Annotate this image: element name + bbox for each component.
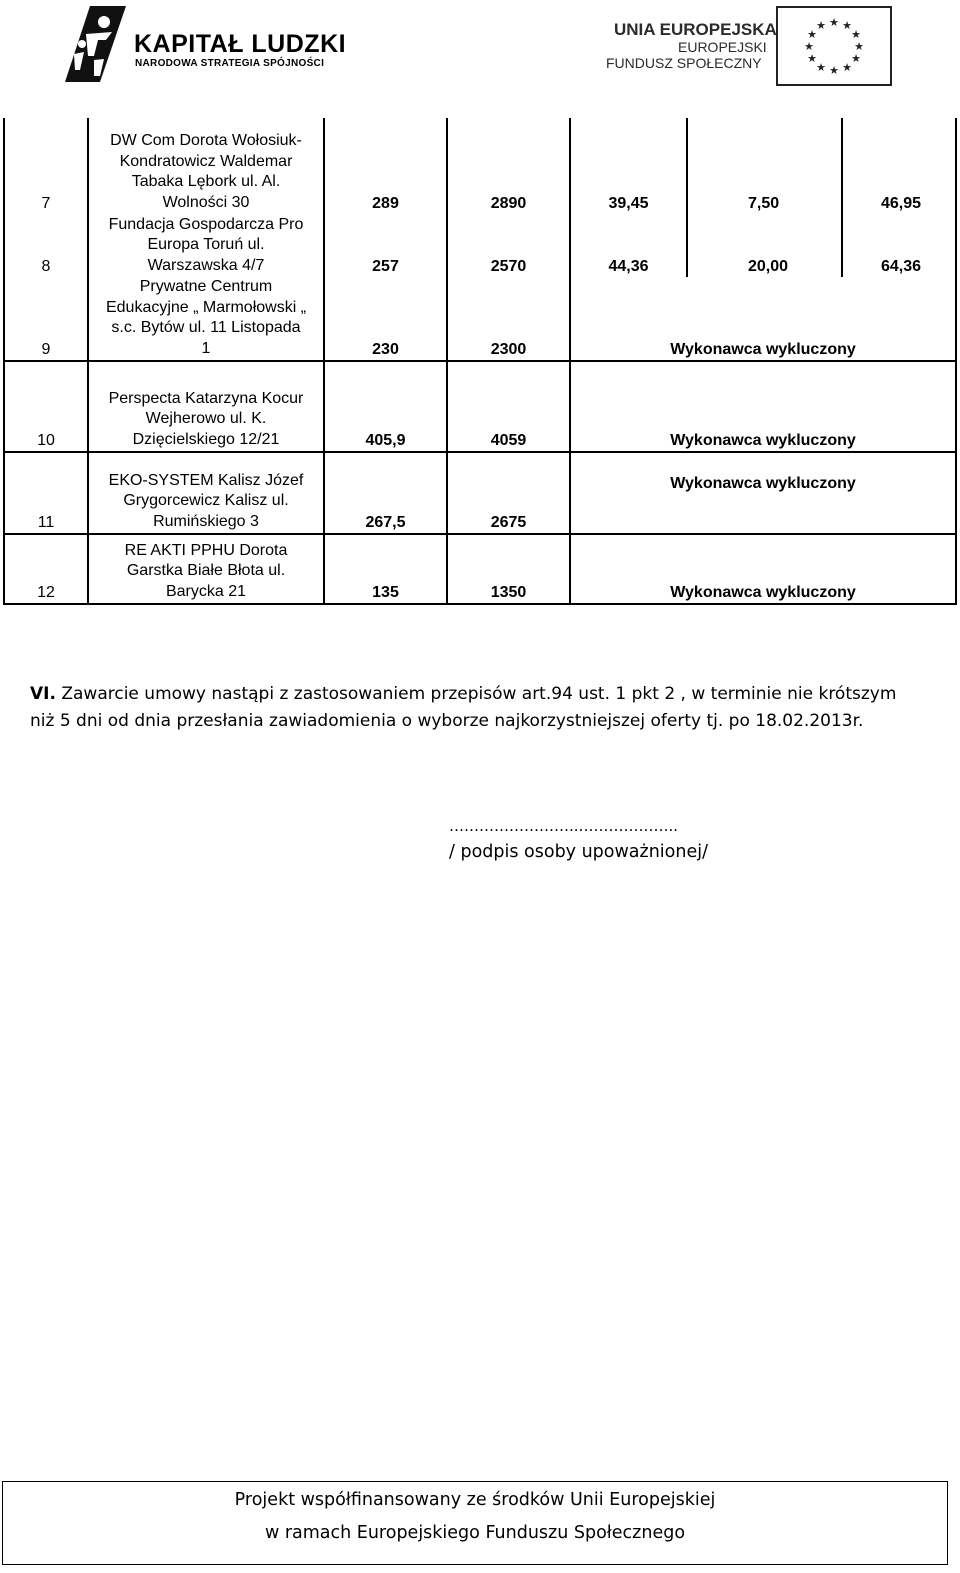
svg-text:★: ★ — [816, 19, 826, 32]
svg-text:★: ★ — [804, 40, 814, 53]
footer-box — [2, 1481, 948, 1565]
svg-text:★: ★ — [807, 52, 817, 65]
footer-line1: Projekt współfinansowany ze środków Unii Europejskiej — [234, 1490, 716, 1510]
row-number: 7 — [4, 118, 88, 214]
contractor-name — [88, 452, 324, 534]
value-cell: 405,9 — [324, 361, 447, 452]
svg-text:★: ★ — [854, 40, 864, 53]
status-excluded: Wykonawca wykluczony — [570, 452, 956, 534]
contractor-name — [88, 534, 324, 604]
value-cell: 267,5 — [324, 452, 447, 534]
value-cell: 39,45 — [570, 118, 687, 214]
name-line: s.c. Bytów ul. 11 Listopada — [111, 319, 301, 336]
value-cell: 4059 — [447, 361, 570, 452]
eu-fund-line2: FUNDUSZ SPOŁECZNY — [606, 55, 762, 71]
row-number: 12 — [4, 534, 88, 604]
name-line: Garstka Białe Błota ul. — [126, 562, 286, 579]
signature-caption: / podpis osoby upoważnionej/ — [449, 842, 708, 862]
section-text: Zawarcie umowy nastąpi z zastosowaniem przepisów art.94 ust. 1 pkt 2 , w terminie nie krótszym niż 5 dni od dnia przesłania zawiadomienia o wyborze najkorzystniejszej oferty tj. po 18.02.2013r. — [30, 684, 897, 731]
name-line: Tabaka Lębork ul. Al. — [131, 173, 281, 190]
name-line: Rumińskiego 3 — [153, 512, 259, 530]
name-line: RE AKTI PPHU Dorota — [124, 541, 288, 559]
footer-line2: w ramach Europejskiego Funduszu Społecznego — [264, 1523, 686, 1543]
name-line: Dzięcielskiego 12/21 — [132, 430, 280, 448]
section-vi-paragraph — [30, 681, 910, 735]
name-line: DW Com Dorota Wołosiuk- — [110, 132, 302, 149]
row-number: 9 — [4, 277, 88, 361]
table-row — [4, 452, 956, 534]
table-row — [4, 118, 956, 214]
name-line: Europa Toruń ul. — [147, 236, 265, 253]
value-cell: 20,00 — [687, 214, 842, 277]
name-line: 1 — [201, 339, 211, 357]
status-excluded: Wykonawca wykluczony — [570, 534, 956, 604]
table-row — [4, 214, 956, 277]
contractor-name — [88, 214, 324, 277]
name-line: Perspecta Katarzyna Kocur — [108, 389, 304, 407]
name-line: Wejherowo ul. K. — [145, 410, 267, 427]
table-row — [4, 534, 956, 604]
row-number: 11 — [4, 452, 88, 534]
value-cell: 2570 — [447, 214, 570, 277]
name-line: Kondratowicz Waldemar — [119, 152, 293, 170]
name-line: Edukacyjne „ Marmołowski „ — [105, 298, 307, 316]
svg-text:★: ★ — [842, 19, 852, 32]
svg-text:★: ★ — [807, 28, 817, 41]
name-line: Barycka 21 — [165, 582, 247, 600]
name-line: Warszawska 4/7 — [147, 256, 265, 274]
value-cell: 46,95 — [842, 118, 956, 214]
name-line: Wolności 30 — [162, 193, 250, 211]
value-cell: 135 — [324, 534, 447, 604]
section-label: VI. — [30, 684, 56, 704]
eu-flag-icon — [776, 6, 892, 86]
svg-text:★: ★ — [842, 61, 852, 74]
row-number: 8 — [4, 214, 88, 277]
signature-line: ……………………..……………….. — [449, 817, 679, 835]
name-line: Grygorcewicz Kalisz ul. — [123, 492, 289, 509]
svg-text:★: ★ — [851, 28, 861, 41]
value-cell: 44,36 — [570, 214, 687, 277]
value-cell: 7,50 — [687, 118, 842, 214]
value-cell: 2675 — [447, 452, 570, 534]
status-excluded: Wykonawca wykluczony — [570, 361, 956, 452]
svg-text:★: ★ — [829, 64, 839, 77]
value-cell: 257 — [324, 214, 447, 277]
name-line: Prywatne Centrum — [139, 278, 273, 295]
offers-table — [3, 118, 957, 605]
svg-text:★: ★ — [851, 52, 861, 65]
svg-text:★: ★ — [829, 16, 839, 29]
contractor-name — [88, 277, 324, 361]
svg-text:★: ★ — [816, 61, 826, 74]
kapital-ludzki-logo-icon — [60, 4, 130, 84]
status-excluded: Wykonawca wykluczony — [570, 277, 956, 361]
name-line: EKO-SYSTEM Kalisz Józef — [108, 471, 304, 489]
value-cell: 230 — [324, 277, 447, 361]
value-cell: 2300 — [447, 277, 570, 361]
kapital-ludzki-title: KAPITAŁ LUDZKI — [134, 30, 347, 58]
contractor-name — [88, 118, 324, 214]
name-line: Fundacja Gospodarcza Pro — [108, 215, 304, 233]
value-cell: 2890 — [447, 118, 570, 214]
kapital-ludzki-logo — [60, 4, 130, 84]
row-number: 10 — [4, 361, 88, 452]
value-cell: 289 — [324, 118, 447, 214]
table-row — [4, 277, 956, 361]
value-cell: 1350 — [447, 534, 570, 604]
value-cell: 64,36 — [842, 214, 956, 277]
contractor-name — [88, 361, 324, 452]
table-row — [4, 361, 956, 452]
kapital-ludzki-subtitle: NARODOWA STRATEGIA SPÓJNOŚCI — [135, 58, 325, 69]
eu-title: UNIA EUROPEJSKA — [614, 20, 777, 39]
eu-fund-line1: EUROPEJSKI — [678, 39, 767, 55]
